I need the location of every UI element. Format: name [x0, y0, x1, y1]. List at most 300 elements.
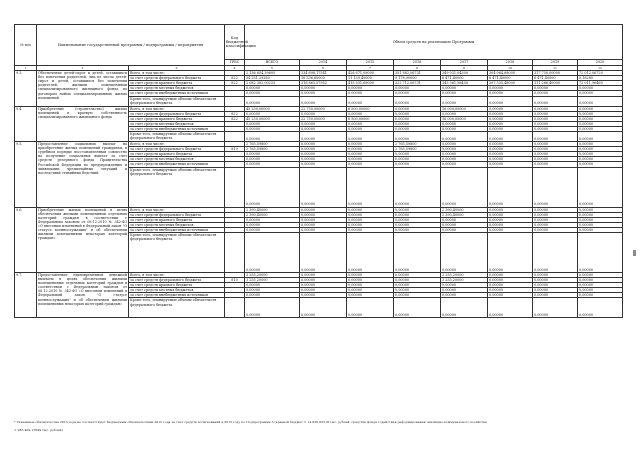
- row-number: 9.5.: [15, 142, 37, 207]
- row-year-value: 0,00000: [394, 121, 441, 126]
- row-year-value: 0,00000: [347, 212, 394, 217]
- row-year-value: 0,00000: [347, 96, 394, 106]
- row-year-value: 0,00000: [347, 162, 394, 167]
- row-year-value: 16 536,60000: [300, 76, 347, 81]
- row-total-value: 0,00000: [245, 217, 300, 222]
- row-number: 9.6.: [15, 207, 37, 272]
- row-year-value: 0,00000: [533, 227, 578, 232]
- row-year-value: 0,00000: [488, 157, 533, 162]
- row-year-value: 0,00000: [488, 121, 533, 126]
- row-year-value: 22 750,00000: [300, 106, 347, 111]
- row-year-value: 0,00000: [394, 207, 441, 212]
- row-year-value: 9 178,90000: [394, 76, 441, 81]
- row-year-value: 0,00000: [488, 91, 533, 96]
- row-year-value: 0,00000: [488, 86, 533, 91]
- row-total-value: 0,00000: [245, 86, 300, 91]
- row-year-value: 0,00000: [533, 96, 578, 106]
- row-year-value: 334 698,17541: [300, 71, 347, 76]
- row-year-value: 0,00000: [578, 152, 623, 157]
- row-total-value: 0,00000: [245, 167, 300, 207]
- row-year-value: 0,00000: [578, 207, 623, 212]
- row-year-value: 72 011,96460: [578, 81, 623, 86]
- budget-table: [14, 24, 623, 318]
- header-program-name: Наименование государственной программы / подпрограммы / мероприятия: [37, 25, 225, 66]
- row-year-value: 0,00000: [347, 298, 394, 318]
- row-year-value: 0,00000: [300, 121, 347, 126]
- row-year-value: 3 255,20000: [441, 278, 488, 283]
- row-year-value: 0,00000: [300, 272, 347, 277]
- row-year-value: 0,00000: [441, 142, 488, 147]
- row-funding-source: Всего, в том числе:: [129, 142, 225, 147]
- row-year-value: 6 500,00000: [347, 106, 394, 111]
- row-year-value: 0,00000: [394, 272, 441, 277]
- row-year-value: 0,00000: [533, 142, 578, 147]
- row-year-value: 0,00000: [441, 121, 488, 126]
- row-year-value: 0,00000: [300, 298, 347, 318]
- row-year-value: 0,00000: [488, 116, 533, 121]
- row-year-value: 0,00000: [578, 288, 623, 293]
- row-funding-source: Всего, в том числе:: [129, 272, 225, 277]
- row-year-value: 0,00000: [441, 167, 488, 207]
- row-year-value: 72 012,06720: [578, 71, 623, 76]
- row-year-value: 343 361,58400: [441, 81, 488, 86]
- row-year-value: 0,00000: [578, 212, 623, 217]
- row-total-value: 0,00000: [245, 96, 300, 106]
- row-year-value: 0,00000: [347, 293, 394, 298]
- row-year-value: 0,00000: [533, 91, 578, 96]
- row-total-value: 0,00000: [245, 298, 300, 318]
- header-year-2019: 2019: [533, 60, 578, 66]
- row-year-value: 0,00000: [533, 111, 578, 116]
- row-year-value: 0,00000: [578, 116, 623, 121]
- row-year-value: 0,00000: [300, 232, 347, 272]
- row-year-value: 0,00000: [347, 142, 394, 147]
- row-funding-source: за счет средств внебюджетных источников: [129, 91, 225, 96]
- row-year-value: 0,00000: [394, 227, 441, 232]
- row-total-value: 0,00000: [245, 111, 300, 116]
- row-year-value: 0,00000: [578, 126, 623, 131]
- row-year-value: 3 255,20000: [441, 272, 488, 277]
- row-total-value: 2 390,40000: [245, 207, 300, 212]
- row-year-value: 6 471,40000: [488, 76, 533, 81]
- row-year-value: 0,00000: [441, 298, 488, 318]
- column-index: 5: [245, 66, 300, 71]
- row-year-value: 0,00000: [441, 227, 488, 232]
- row-year-value: 0,00000: [394, 167, 441, 207]
- row-program-name: Обеспечение детей-сирот и детей, оставшихся без попечения родителей, лиц из числа детей-сирот и детей, оставшихся без попечения родителей, жилыми помещениями специализированного жилищного фонда по договорам найма специализированных жилых помещений: [37, 71, 129, 106]
- row-year-value: 0,00000: [300, 222, 347, 227]
- scan-mark: [633, 250, 636, 256]
- row-year-value: 0,00000: [533, 288, 578, 293]
- row-year-value: 0,00000: [394, 86, 441, 91]
- row-funding-source: за счет средств местных бюджетов: [129, 86, 225, 91]
- row-year-value: 0,00000: [488, 152, 533, 157]
- row-year-value: 0,00000: [533, 232, 578, 272]
- row-year-value: 0,00000: [347, 227, 394, 232]
- row-year-value: 0,00000: [394, 162, 441, 167]
- row-funding-source: за счет средств федерального бюджета: [129, 278, 225, 283]
- row-year-value: 0,00000: [578, 232, 623, 272]
- row-year-value: 0,00000: [347, 222, 394, 227]
- row-year-value: 322 712,06731: [394, 81, 441, 86]
- row-year-value: 0,00000: [394, 293, 441, 298]
- row-year-value: 0,00000: [300, 217, 347, 222]
- row-year-value: 0,00000: [533, 212, 578, 217]
- row-total-value: 0,00000: [245, 126, 300, 131]
- row-funding-source: за счет средств местных бюджетов: [129, 157, 225, 162]
- row-year-value: 0,00000: [533, 147, 578, 152]
- row-year-value: 0,00000: [578, 162, 623, 167]
- header-year-2017: 2017: [441, 60, 488, 66]
- row-grbs-code: 822: [225, 111, 245, 116]
- row-year-value: 0,00000: [533, 278, 578, 283]
- row-total-value: 0,00000: [245, 293, 300, 298]
- header-number: № п/п: [15, 25, 37, 66]
- column-index: 3: [129, 66, 225, 71]
- row-funding-source: Кроме того, планируемые объемы обязательств федерального бюджета: [129, 132, 225, 142]
- header-year-2020: 2020: [578, 60, 623, 66]
- row-year-value: 0,00000: [488, 126, 533, 131]
- row-year-value: 0,00000: [347, 232, 394, 272]
- row-year-value: 0,00000: [488, 222, 533, 227]
- row-year-value: 0,00000: [578, 293, 623, 298]
- row-year-value: 0,00000: [300, 157, 347, 162]
- row-funding-source: Кроме того, планируемые объемы обязательств федерального бюджета: [129, 96, 225, 106]
- row-year-value: 0,00000: [300, 167, 347, 207]
- row-year-value: 349 031,04300: [441, 71, 488, 76]
- footnote-2: = 283 409,17849 тыс. рублей): [14, 428, 63, 432]
- row-total-value: 2 390,40000: [245, 212, 300, 217]
- row-grbs-code: [225, 96, 245, 106]
- row-total-value: 2 765,59800: [245, 147, 300, 152]
- row-year-value: 0,00000: [394, 116, 441, 121]
- row-number: 9.3.: [15, 71, 37, 106]
- row-year-value: 2 390,40000: [441, 212, 488, 217]
- row-year-value: 0,00000: [441, 96, 488, 106]
- row-year-value: 0,00000: [488, 293, 533, 298]
- row-year-value: 0,00000: [300, 278, 347, 283]
- row-year-value: 0,00000: [441, 283, 488, 288]
- header-year-2016: 2016: [394, 60, 441, 66]
- column-index: 12: [578, 66, 623, 71]
- row-total-value: 0,00000: [245, 152, 300, 157]
- row-funding-source: Всего, в том числе:: [129, 207, 225, 212]
- row-year-value: 0,00000: [394, 283, 441, 288]
- footnote-1: * Указанные обязательства 2015 года не соответствуют бюджетным обязательствам 2015 года за счет средств ассигнований в 2015 году по Подпрограмме 3 (краевой бюджет = 14 626,02518 тыс. рублей, средства фонда содействия реформированию жилищно-коммунального хозяйства: [14, 420, 487, 424]
- row-total-value: 2 136 654,39695: [245, 71, 300, 76]
- row-grbs-code: 822: [225, 81, 245, 86]
- row-year-value: 0,00000: [300, 293, 347, 298]
- row-year-value: 0,00000: [533, 272, 578, 277]
- row-grbs-code: 822: [225, 116, 245, 121]
- column-index: 10: [488, 66, 533, 71]
- row-program-name: Предоставление единовременной денежной выплаты в целях обеспечения жилыми помещениями отдельных категорий граждан в соответствии с Федеральным законом от 08.12.2010 № 342-ФЗ «О внесении изменений в Федеральный закон "О статусе военнослужащих" и об обеспечении жилыми помещениями некоторых категорий граждан»: [37, 272, 129, 317]
- row-grbs-code: [225, 132, 245, 142]
- row-year-value: 0,00000: [394, 132, 441, 142]
- row-year-value: 0,00000: [394, 298, 441, 318]
- row-year-value: 0,00000: [533, 106, 578, 111]
- row-year-value: 0,00000: [533, 152, 578, 157]
- row-grbs-code: 810: [225, 278, 245, 283]
- row-year-value: 0,00000: [441, 147, 488, 152]
- row-funding-source: Всего, в том числе:: [129, 71, 225, 76]
- row-funding-source: Кроме того, планируемые объемы обязательств федерального бюджета: [129, 298, 225, 318]
- row-year-value: 0,00000: [394, 278, 441, 283]
- row-funding-source: за счет средств внебюджетных источников: [129, 162, 225, 167]
- row-year-value: 0,00000: [578, 96, 623, 106]
- row-year-value: 0,00000: [441, 157, 488, 162]
- row-year-value: 0,00000: [578, 278, 623, 283]
- row-year-value: 0,00000: [578, 167, 623, 207]
- row-year-value: 0,00000: [394, 217, 441, 222]
- row-year-value: 11 139,40000: [347, 76, 394, 81]
- row-total-value: 2 082 382,00233: [245, 81, 300, 86]
- row-year-value: 0,00000: [533, 132, 578, 142]
- row-funding-source: за счет средств федерального бюджета: [129, 76, 225, 81]
- header-volume: Объем средств на реализацию Программы: [245, 25, 623, 60]
- row-year-value: 0,00000: [347, 217, 394, 222]
- row-year-value: 0,00000: [394, 232, 441, 272]
- row-total-value: 0,00000: [245, 232, 300, 272]
- header-year-2014: 2014: [300, 60, 347, 66]
- row-program-name: Приобретение (строительство) жилых помещений в краевую собственность специализированного жилищного фонда: [37, 106, 129, 141]
- row-year-value: 0,00000: [578, 86, 623, 91]
- column-index: 4: [225, 66, 245, 71]
- row-total-value: 0,00000: [245, 91, 300, 96]
- row-year-value: 0,00000: [300, 227, 347, 232]
- row-number: 9.7.: [15, 272, 37, 317]
- row-year-value: 0,00000: [578, 142, 623, 147]
- row-funding-source: за счет средств краевого бюджета: [129, 217, 225, 222]
- row-year-value: 316 863,57952: [300, 81, 347, 86]
- row-total-value: 0,00000: [245, 288, 300, 293]
- row-year-value: 0,00000: [394, 126, 441, 131]
- row-year-value: 0,00000: [300, 86, 347, 91]
- row-year-value: 0,00000: [347, 152, 394, 157]
- row-year-value: 0,00000: [347, 207, 394, 212]
- row-year-value: 0,00000: [488, 217, 533, 222]
- row-year-value: 0,00000: [347, 157, 394, 162]
- row-funding-source: за счет средств федерального бюджета: [129, 212, 225, 217]
- row-year-value: 0,00000: [300, 283, 347, 288]
- row-year-value: 0,00000: [578, 272, 623, 277]
- row-grbs-code: [225, 167, 245, 207]
- row-total-value: 0,00000: [245, 162, 300, 167]
- row-year-value: 0,00000: [300, 111, 347, 116]
- row-year-value: 0,00000: [347, 132, 394, 142]
- row-year-value: 0,00000: [578, 106, 623, 111]
- row-funding-source: за счет средств внебюджетных источников: [129, 293, 225, 298]
- row-year-value: 0,00000: [441, 86, 488, 91]
- row-year-value: 0,00000: [533, 167, 578, 207]
- row-year-value: 0,00000: [394, 91, 441, 96]
- row-funding-source: за счет средств краевого бюджета: [129, 152, 225, 157]
- row-year-value: 0,00000: [488, 162, 533, 167]
- row-funding-source: за счет средств внебюджетных источников: [129, 227, 225, 232]
- row-year-value: 0,00000: [533, 207, 578, 212]
- row-total-value: 45 250,00000: [245, 106, 300, 111]
- row-year-value: 0,00000: [300, 91, 347, 96]
- row-year-value: 0,00000: [578, 217, 623, 222]
- row-total-value: 3 255,20000: [245, 272, 300, 277]
- row-year-value: 0,00000: [488, 232, 533, 272]
- row-year-value: 0,00000: [578, 227, 623, 232]
- row-year-value: 0,00000: [300, 207, 347, 212]
- row-year-value: 0,00000: [300, 126, 347, 131]
- row-year-value: 0,00000: [578, 222, 623, 227]
- row-year-value: 0,00000: [488, 111, 533, 116]
- row-year-value: 0,00000: [347, 278, 394, 283]
- header-total: ВСЕГО: [245, 60, 300, 66]
- row-year-value: 0,00000: [347, 126, 394, 131]
- row-year-value: 0,00000: [488, 106, 533, 111]
- row-year-value: 0,00000: [488, 207, 533, 212]
- column-index: 8: [394, 66, 441, 71]
- row-year-value: 0,00000: [441, 152, 488, 157]
- row-year-value: 0,00000: [347, 167, 394, 207]
- row-program-name: Приобретение жилых помещений в целях обеспечения жилыми помещениями отдельных категорий граждан в соответствии с Федеральным законом от 08.12.2010 № 342-ФЗ «О внесении изменений в Федеральный закон "О статусе военнослужащих" и об обеспечении жилыми помещениями некоторых категорий граждан»: [37, 207, 129, 272]
- row-year-value: 0,00000: [488, 212, 533, 217]
- header-year-2015: 2015: [347, 60, 394, 66]
- row-year-value: 0,00000: [578, 157, 623, 162]
- row-year-value: 0,00000: [488, 298, 533, 318]
- row-year-value: 0,00000: [488, 142, 533, 147]
- row-year-value: 0,00000: [441, 222, 488, 227]
- row-year-value: 0,00000: [394, 96, 441, 106]
- row-grbs-code: 810: [225, 147, 245, 152]
- row-grbs-code: [225, 232, 245, 272]
- column-index: 6: [300, 66, 347, 71]
- row-year-value: 0,00000: [533, 157, 578, 162]
- row-total-value: 54 251,29280: [245, 76, 300, 81]
- row-funding-source: за счет средств краевого бюджета: [129, 81, 225, 86]
- row-year-value: 0,00000: [533, 298, 578, 318]
- row-year-value: 0,00000: [533, 283, 578, 288]
- row-year-value: 0,00000: [441, 162, 488, 167]
- row-grbs-code: [225, 298, 245, 318]
- row-year-value: 0,00000: [533, 121, 578, 126]
- row-total-value: 0,00000: [245, 283, 300, 288]
- row-year-value: 0,00000: [347, 147, 394, 152]
- row-year-value: 0,00000: [533, 116, 578, 121]
- column-index: 9: [441, 66, 488, 71]
- header-grbs: ГРБС: [225, 60, 245, 66]
- row-year-value: 0,00000: [488, 278, 533, 283]
- row-year-value: 0,00000: [347, 288, 394, 293]
- row-year-value: 297 535,48000: [488, 81, 533, 86]
- row-year-value: 415 531,69000: [347, 81, 394, 86]
- row-year-value: 0,18280: [578, 76, 623, 81]
- row-funding-source: Кроме того, планируемые объемы обязательств федерального бюджета: [129, 167, 225, 207]
- row-year-value: 0,00000: [347, 121, 394, 126]
- row-year-value: 16 000,00000: [441, 106, 488, 111]
- row-year-value: 0,00000: [394, 288, 441, 293]
- row-total-value: 0,00000: [245, 157, 300, 162]
- row-year-value: 0,00000: [300, 142, 347, 147]
- row-year-value: 0,00000: [578, 298, 623, 318]
- row-year-value: 0,00000: [347, 91, 394, 96]
- header-year-2018: 2018: [488, 60, 533, 66]
- row-total-value: 2 765,59800: [245, 142, 300, 147]
- row-year-value: 0,00000: [441, 132, 488, 142]
- row-year-value: 6 500,00000: [347, 116, 394, 121]
- row-year-value: 0,00000: [533, 222, 578, 227]
- row-year-value: 0,00000: [394, 152, 441, 157]
- row-total-value: 3 255,20000: [245, 278, 300, 283]
- row-year-value: 0,00000: [578, 111, 623, 116]
- row-total-value: 0,00000: [245, 227, 300, 232]
- row-year-value: 0,00000: [347, 283, 394, 288]
- row-year-value: 426 671,09000: [347, 71, 394, 76]
- row-year-value: 0,00000: [300, 147, 347, 152]
- row-year-value: 0,00000: [300, 152, 347, 157]
- row-year-value: 0,00000: [578, 283, 623, 288]
- row-year-value: 0,00000: [394, 111, 441, 116]
- row-year-value: 0,00000: [394, 157, 441, 162]
- row-year-value: 22 750,00000: [300, 116, 347, 121]
- row-year-value: 2 765,59800: [394, 147, 441, 152]
- row-total-value: 0,00000: [245, 132, 300, 142]
- budget-table-page: [14, 24, 622, 318]
- row-year-value: 0,00000: [300, 132, 347, 142]
- row-funding-source: за счет средств внебюджетных источников: [129, 126, 225, 131]
- row-funding-source: Всего, в том числе:: [129, 106, 225, 111]
- row-year-value: 0,00000: [578, 147, 623, 152]
- row-year-value: 0,00000: [347, 86, 394, 91]
- header-kbk: Код бюджетной классификации: [225, 25, 245, 60]
- row-year-value: 0,00000: [488, 147, 533, 152]
- row-year-value: 0,00000: [441, 288, 488, 293]
- row-funding-source: за счет средств федерального бюджета: [129, 111, 225, 116]
- row-year-value: 0,00000: [300, 288, 347, 293]
- row-number: 9.4.: [15, 106, 37, 141]
- row-year-value: 0,00000: [394, 222, 441, 227]
- row-year-value: 0,00000: [488, 283, 533, 288]
- row-year-value: 6 471,40000: [441, 76, 488, 81]
- row-year-value: 0,00000: [441, 293, 488, 298]
- row-funding-source: Кроме того, планируемые объемы обязательств федерального бюджета: [129, 232, 225, 272]
- row-funding-source: за счет средств местных бюджетов: [129, 222, 225, 227]
- row-year-value: 0,00000: [533, 162, 578, 167]
- column-index: 1: [15, 66, 37, 71]
- row-year-value: 0,00000: [488, 272, 533, 277]
- row-year-value: 0,00000: [347, 111, 394, 116]
- row-year-value: 0,00000: [394, 212, 441, 217]
- row-total-value: 45 250,00000: [245, 116, 300, 121]
- row-funding-source: за счет средств краевого бюджета: [129, 116, 225, 121]
- row-year-value: 0,00000: [488, 167, 533, 207]
- row-year-value: 16 000,00000: [441, 116, 488, 121]
- row-year-value: 0,00000: [441, 232, 488, 272]
- column-index: 7: [347, 66, 394, 71]
- row-year-value: 0,00000: [533, 86, 578, 91]
- row-year-value: 0,00000: [300, 162, 347, 167]
- row-year-value: 0,00000: [578, 91, 623, 96]
- row-year-value: 311 266,40000: [533, 81, 578, 86]
- column-index: 11: [533, 66, 578, 71]
- row-year-value: 0,00000: [488, 96, 533, 106]
- row-year-value: 0,00000: [441, 126, 488, 131]
- row-year-value: 0,00000: [578, 121, 623, 126]
- column-index: 2: [37, 66, 129, 71]
- row-year-value: 2 390,40000: [441, 207, 488, 212]
- row-year-value: 0,00000: [533, 293, 578, 298]
- row-year-value: 0,00000: [300, 96, 347, 106]
- row-year-value: 2 765,59800: [394, 142, 441, 147]
- row-funding-source: за счет средств местных бюджетов: [129, 288, 225, 293]
- row-year-value: 317 730,00000: [533, 71, 578, 76]
- row-year-value: 0,00000: [394, 106, 441, 111]
